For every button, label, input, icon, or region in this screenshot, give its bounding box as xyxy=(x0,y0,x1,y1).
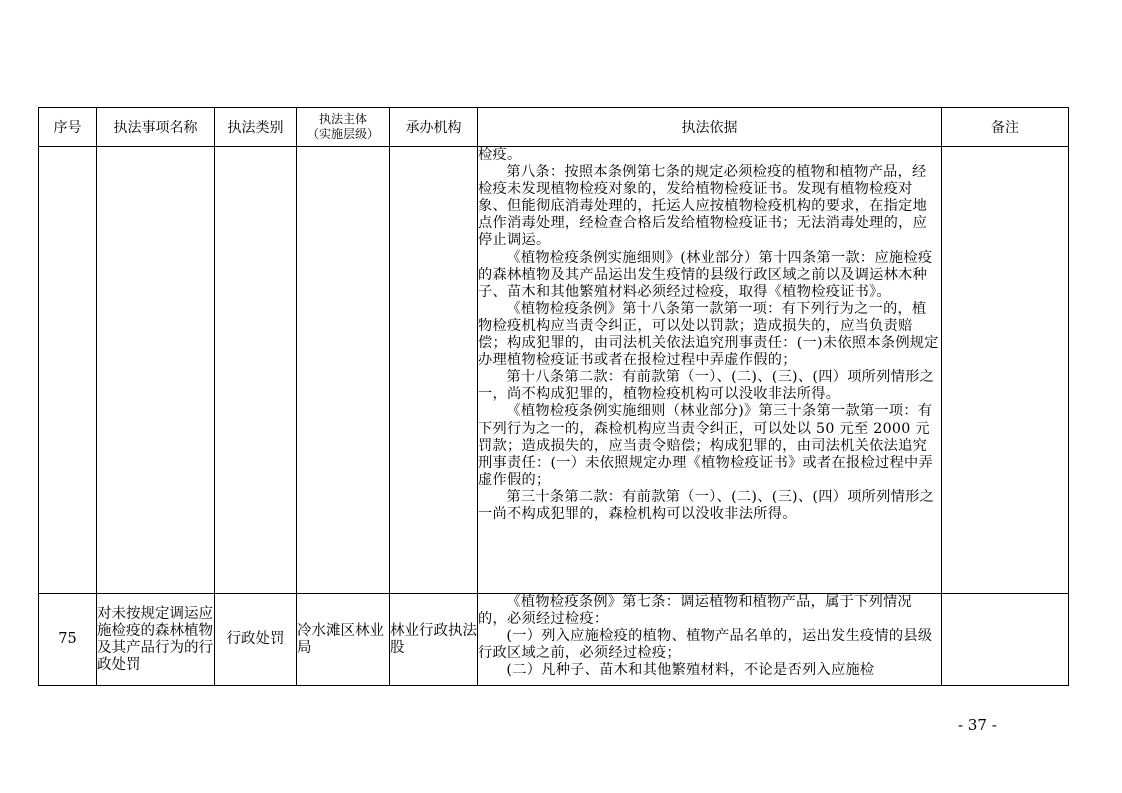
table-row xyxy=(39,147,1069,594)
basis-paragraph: (一）列入应施检疫的植物、植物产品名单的，运出发生疫情的县级行政区域之前，必须经过检疫； xyxy=(478,628,933,662)
header-no: 序号 xyxy=(39,108,97,147)
header-agency: 承办机构 xyxy=(390,108,478,147)
row-basis xyxy=(478,147,942,594)
row-subject xyxy=(297,147,390,594)
row-remark xyxy=(942,594,1069,686)
row-basis xyxy=(478,594,942,686)
basis-paragraph: 《植物检疫条例实施细则（林业部分)》第三十条第一款第一项：有下列行为之一的，森检机构应当责令纠正，可以处以 50 元至 2000 元罚款；造成损失的，应当责令赔偿；构成犯罪的，由司法机关依法追究刑事责任：(一）未依照规定办理《植物检疫证书》或者在报检过程中弄虚作假的； xyxy=(478,403,933,488)
header-category: 执法类别 xyxy=(215,108,297,147)
row-agency xyxy=(390,147,478,594)
header-subject xyxy=(297,108,390,147)
basis-paragraph: (二）凡种子、苗木和其他繁殖材料，不论是否列入应施检 xyxy=(506,662,875,679)
basis-paragraph: 第八条：按照本条例第七条的规定必须检疫的植物和植物产品，经检疫未发现植物检疫对象的，发给植物检疫证书。发现有植物检疫对象、但能彻底消毒处理的，托运人应按植物检疫机构的要求，在指定地点作消毒处理，经检查合格后发给植物检疫证书；无法消毒处理的，应停止调运。 xyxy=(478,164,928,249)
row-no: 75 xyxy=(39,594,97,686)
table-header-row xyxy=(39,108,1069,147)
row-no xyxy=(39,147,97,594)
basis-paragraph: 《植物检疫条例》第十八条第一款第一项：有下列行为之一的，植物检疫机构应当责令纠正，可以处以罚款；造成损失的，应当负责赔偿；构成犯罪的，由司法机关依法追究刑事责任：(一)未依照本条例规定办理植物检疫证书或者在报检过程中弄虚作假的； xyxy=(478,300,939,369)
header-subject-line1: 执法主体 xyxy=(318,112,367,126)
row-remark xyxy=(942,147,1069,594)
header-subject-line2: （实施层级） xyxy=(306,127,379,141)
basis-paragraph: 《植物检疫条例实施细则》(林业部分）第十四条第一款：应施检疫的森林植物及其产品运出发生疫情的县级行政区域之前以及调运林木种子、苗木和其他繁殖材料必须经过检疫，取得《植物检疫证书》。 xyxy=(478,249,933,300)
header-basis: 执法依据 xyxy=(478,108,942,147)
row-name: 对未按规定调运应施检疫的森林植物及其产品行为的行政处罚 xyxy=(97,594,215,686)
basis-paragraph: 检疫。 xyxy=(478,147,522,163)
row-name xyxy=(97,147,215,594)
header-name: 执法事项名称 xyxy=(97,108,215,147)
table-row xyxy=(39,594,1069,686)
enforcement-table xyxy=(38,107,1069,686)
header-remark: 备注 xyxy=(942,108,1069,147)
row-category: 行政处罚 xyxy=(215,594,297,686)
row-subject: 冷水滩区林业局 xyxy=(297,594,390,686)
basis-paragraph: 第十八条第二款：有前款第（一）、(二)、(三)、(四）项所列情形之一，尚不构成犯罪的，植物检疫机构可以没收非法所得。 xyxy=(478,369,935,403)
row-agency: 林业行政执法股 xyxy=(390,594,478,686)
page-number: - 37 - xyxy=(958,716,997,734)
basis-paragraph: 第三十条第二款：有前款第（一）、(二)、(三)、(四）项所列情形之一尚不构成犯罪的，森检机构可以没收非法所得。 xyxy=(478,488,935,522)
basis-paragraph: 《植物检疫条例》第七条：调运植物和植物产品，属于下列情况的，必须经过检疫： xyxy=(478,594,913,628)
row-category xyxy=(215,147,297,594)
